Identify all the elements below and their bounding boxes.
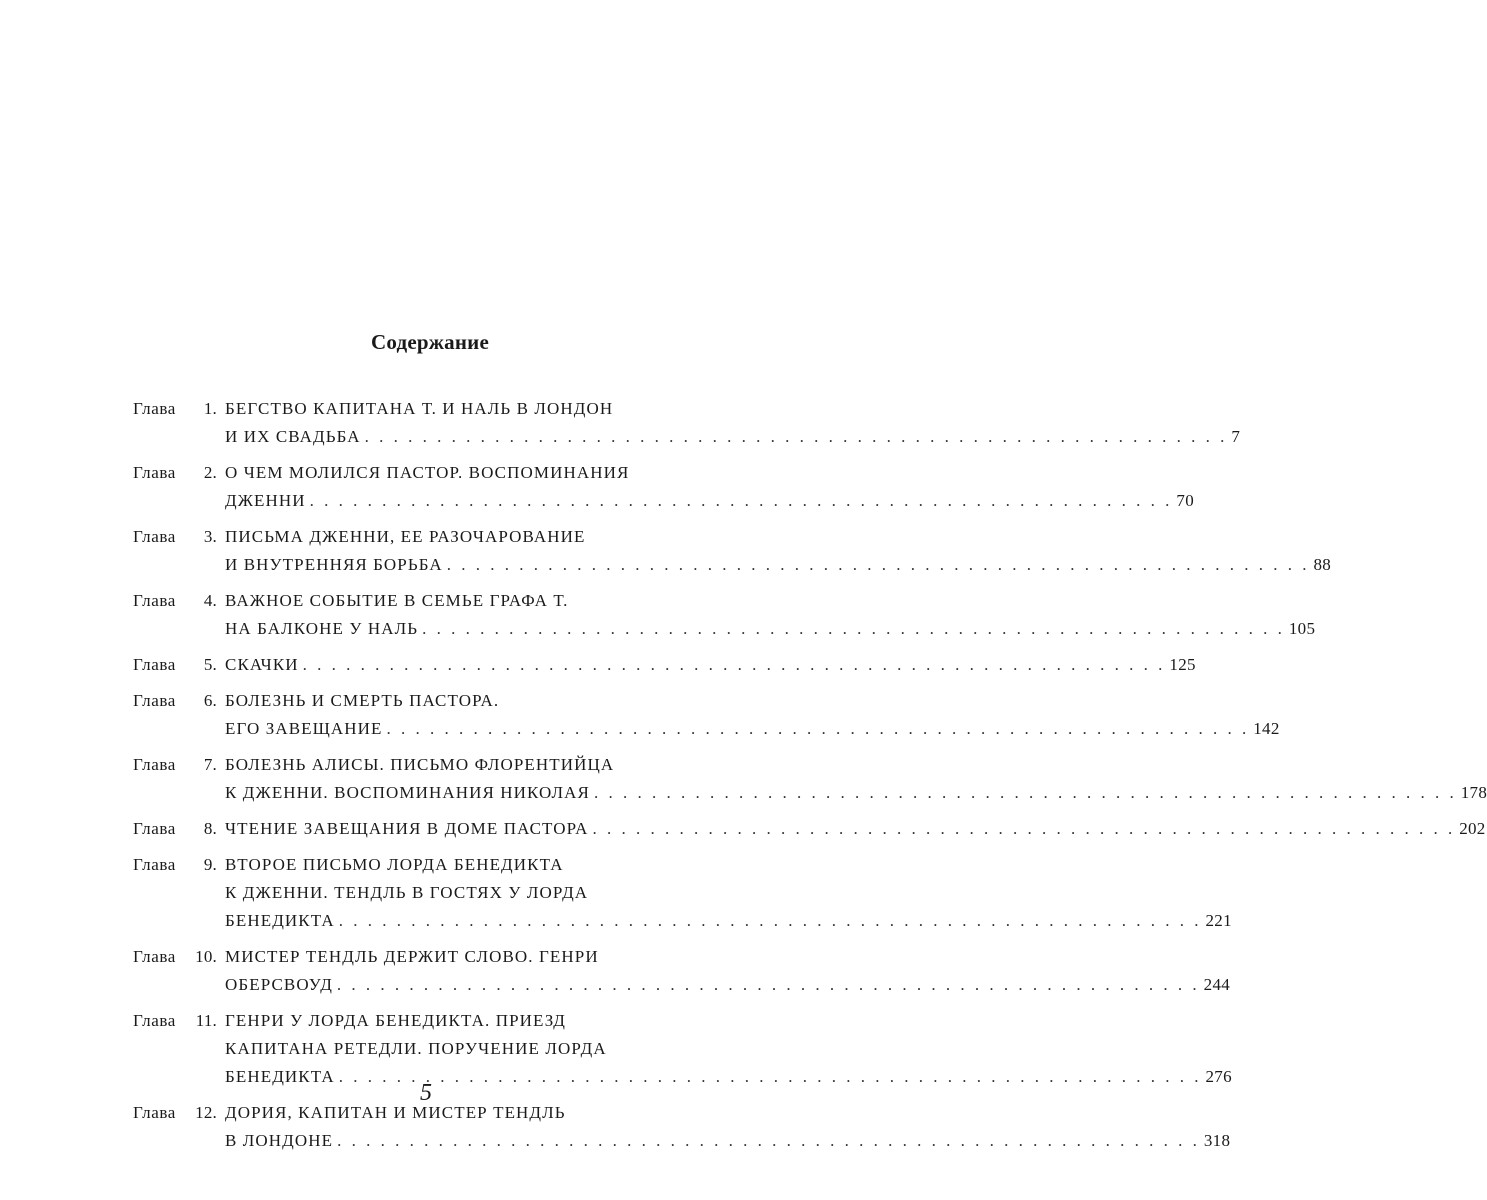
toc-entry [133, 851, 1232, 935]
chapter-title-line: И ИХ СВАДЬБА [225, 427, 361, 446]
chapter-label: Глава [133, 691, 176, 710]
chapter-title [225, 815, 1486, 843]
chapter-page-number: 70 [1176, 491, 1195, 510]
chapter-title [225, 751, 1487, 807]
chapter-page-number: 202 [1459, 819, 1486, 838]
chapter-page-number: 105 [1288, 619, 1316, 638]
page-title: Содержание [371, 330, 489, 354]
chapter-page-number: 142 [1253, 719, 1280, 738]
toc-entry [133, 943, 1231, 999]
toc-entry [133, 1099, 1231, 1155]
chapter-page-number: 244 [1203, 975, 1231, 994]
chapter-title-last-line [225, 651, 1196, 679]
dot-leader [310, 487, 1173, 515]
chapter-number: 12. [195, 1103, 217, 1122]
chapter-number: 4. [203, 591, 217, 610]
chapter-page-number: 7 [1231, 427, 1241, 446]
chapter-page-number: 125 [1169, 655, 1196, 674]
dot-leader [447, 551, 1310, 579]
chapter-title-last-line [225, 715, 1280, 743]
toc-entry [133, 395, 1241, 451]
chapter-title [225, 651, 1196, 679]
chapter-label: Глава [133, 819, 176, 838]
chapter-label: Глава [133, 755, 176, 774]
chapter-title-line: ЧТЕНИЕ ЗАВЕЩАНИЯ В ДОМЕ ПАСТОРА [225, 819, 589, 838]
chapter-title [225, 459, 1194, 515]
toc-entry [133, 751, 1487, 807]
chapter-page-number: 318 [1203, 1131, 1231, 1150]
chapter-title-line: КАПИТАНА РЕТЕДЛИ. ПОРУЧЕНИЕ ЛОРДА [225, 1039, 607, 1058]
chapter-page-number: 88 [1313, 555, 1332, 574]
dot-leader [337, 971, 1200, 999]
chapter-title-last-line [225, 551, 1331, 579]
chapter-title-line: ПИСЬМА ДЖЕННИ, ЕЕ РАЗОЧАРОВАНИЕ [225, 527, 586, 546]
chapter-label: Глава [133, 591, 176, 610]
chapter-number: 9. [203, 855, 217, 874]
dot-leader [365, 423, 1228, 451]
chapter-number: 3. [203, 527, 217, 546]
table-of-contents [133, 395, 1487, 1163]
toc-entry [133, 1007, 1232, 1091]
chapter-title-line: К ДЖЕННИ. ТЕНДЛЬ В ГОСТЯХ У ЛОРДА [225, 883, 589, 902]
dot-leader [387, 715, 1250, 743]
chapter-label: Глава [133, 399, 176, 418]
chapter-number: 7. [203, 755, 217, 774]
dot-leader [422, 615, 1285, 643]
chapter-title-last-line [225, 423, 1240, 451]
dot-leader [592, 815, 1455, 843]
toc-entry [133, 651, 1196, 679]
chapter-number: 2. [203, 463, 217, 482]
chapter-page-number: 178 [1460, 783, 1487, 802]
chapter-title-line: ОБЕРСВОУД [225, 975, 333, 994]
chapter-title-line: ВАЖНОЕ СОБЫТИЕ В СЕМЬЕ ГРАФА Т. [225, 591, 569, 610]
chapter-title-last-line [225, 907, 1232, 935]
chapter-title-line: БЕНЕДИКТА [225, 911, 335, 930]
chapter-number: 6. [203, 691, 217, 710]
chapter-title-line: ДЖЕННИ [225, 491, 306, 510]
chapter-title [225, 851, 1232, 935]
chapter-label: Глава [133, 947, 176, 966]
toc-entry [133, 459, 1195, 515]
toc-entry [133, 815, 1486, 843]
chapter-title [225, 587, 1315, 643]
chapter-title-last-line [225, 487, 1194, 515]
chapter-title-last-line [225, 971, 1230, 999]
chapter-number: 10. [195, 947, 217, 966]
chapter-title-line: В ЛОНДОНЕ [225, 1131, 334, 1150]
dot-leader [594, 779, 1457, 807]
chapter-title-last-line [225, 1127, 1230, 1155]
page-number: 5 [420, 1080, 432, 1106]
chapter-title-line: ЕГО ЗАВЕЩАНИЕ [225, 719, 383, 738]
toc-entry [133, 587, 1316, 643]
chapter-title-line: БОЛЕЗНЬ И СМЕРТЬ ПАСТОРА. [225, 691, 500, 710]
chapter-title [225, 1099, 1230, 1155]
chapter-page-number: 221 [1205, 911, 1232, 930]
chapter-title [225, 687, 1280, 743]
chapter-title-line: О ЧЕМ МОЛИЛСЯ ПАСТОР. ВОСПОМИНАНИЯ [225, 463, 630, 482]
chapter-title-line: ГЕНРИ У ЛОРДА БЕНЕДИКТА. ПРИЕЗД [225, 1011, 566, 1030]
chapter-page-number: 276 [1205, 1067, 1232, 1086]
chapter-title-line: И ВНУТРЕННЯЯ БОРЬБА [225, 555, 443, 574]
chapter-number: 11. [195, 1011, 217, 1030]
chapter-number: 5. [203, 655, 217, 674]
chapter-title-line: НА БАЛКОНЕ У НАЛЬ [225, 619, 419, 638]
chapter-title-line: МИСТЕР ТЕНДЛЬ ДЕРЖИТ СЛОВО. ГЕНРИ [225, 947, 599, 966]
chapter-title-last-line [225, 615, 1315, 643]
chapter-label: Глава [133, 655, 176, 674]
chapter-title-line: СКАЧКИ [225, 655, 299, 674]
chapter-title [225, 943, 1230, 999]
chapter-title [225, 1007, 1232, 1091]
chapter-title-line: ДОРИЯ, КАПИТАН И МИСТЕР ТЕНДЛЬ [225, 1103, 566, 1122]
toc-entry [133, 523, 1332, 579]
chapter-title [225, 395, 1240, 451]
chapter-title [225, 523, 1331, 579]
chapter-title-line: К ДЖЕННИ. ВОСПОМИНАНИЯ НИКОЛАЯ [225, 783, 590, 802]
chapter-title-line: БЕГСТВО КАПИТАНА Т. И НАЛЬ В ЛОНДОН [225, 399, 614, 418]
chapter-title-last-line [225, 779, 1487, 807]
chapter-number: 8. [203, 819, 217, 838]
chapter-title-line: БЕНЕДИКТА [225, 1067, 335, 1086]
chapter-label: Глава [133, 527, 176, 546]
chapter-label: Глава [133, 1103, 176, 1122]
chapter-label: Глава [133, 1011, 176, 1030]
dot-leader [337, 1127, 1200, 1155]
dot-leader [339, 907, 1202, 935]
toc-entry [133, 687, 1280, 743]
chapter-label: Глава [133, 463, 176, 482]
dot-leader [303, 651, 1166, 679]
chapter-number: 1. [203, 399, 217, 418]
chapter-title-last-line [225, 815, 1486, 843]
chapter-label: Глава [133, 855, 176, 874]
chapter-title-line: ВТОРОЕ ПИСЬМО ЛОРДА БЕНЕДИКТА [225, 855, 564, 874]
chapter-title-line: БОЛЕЗНЬ АЛИСЫ. ПИСЬМО ФЛОРЕНТИЙЦА [225, 755, 615, 774]
